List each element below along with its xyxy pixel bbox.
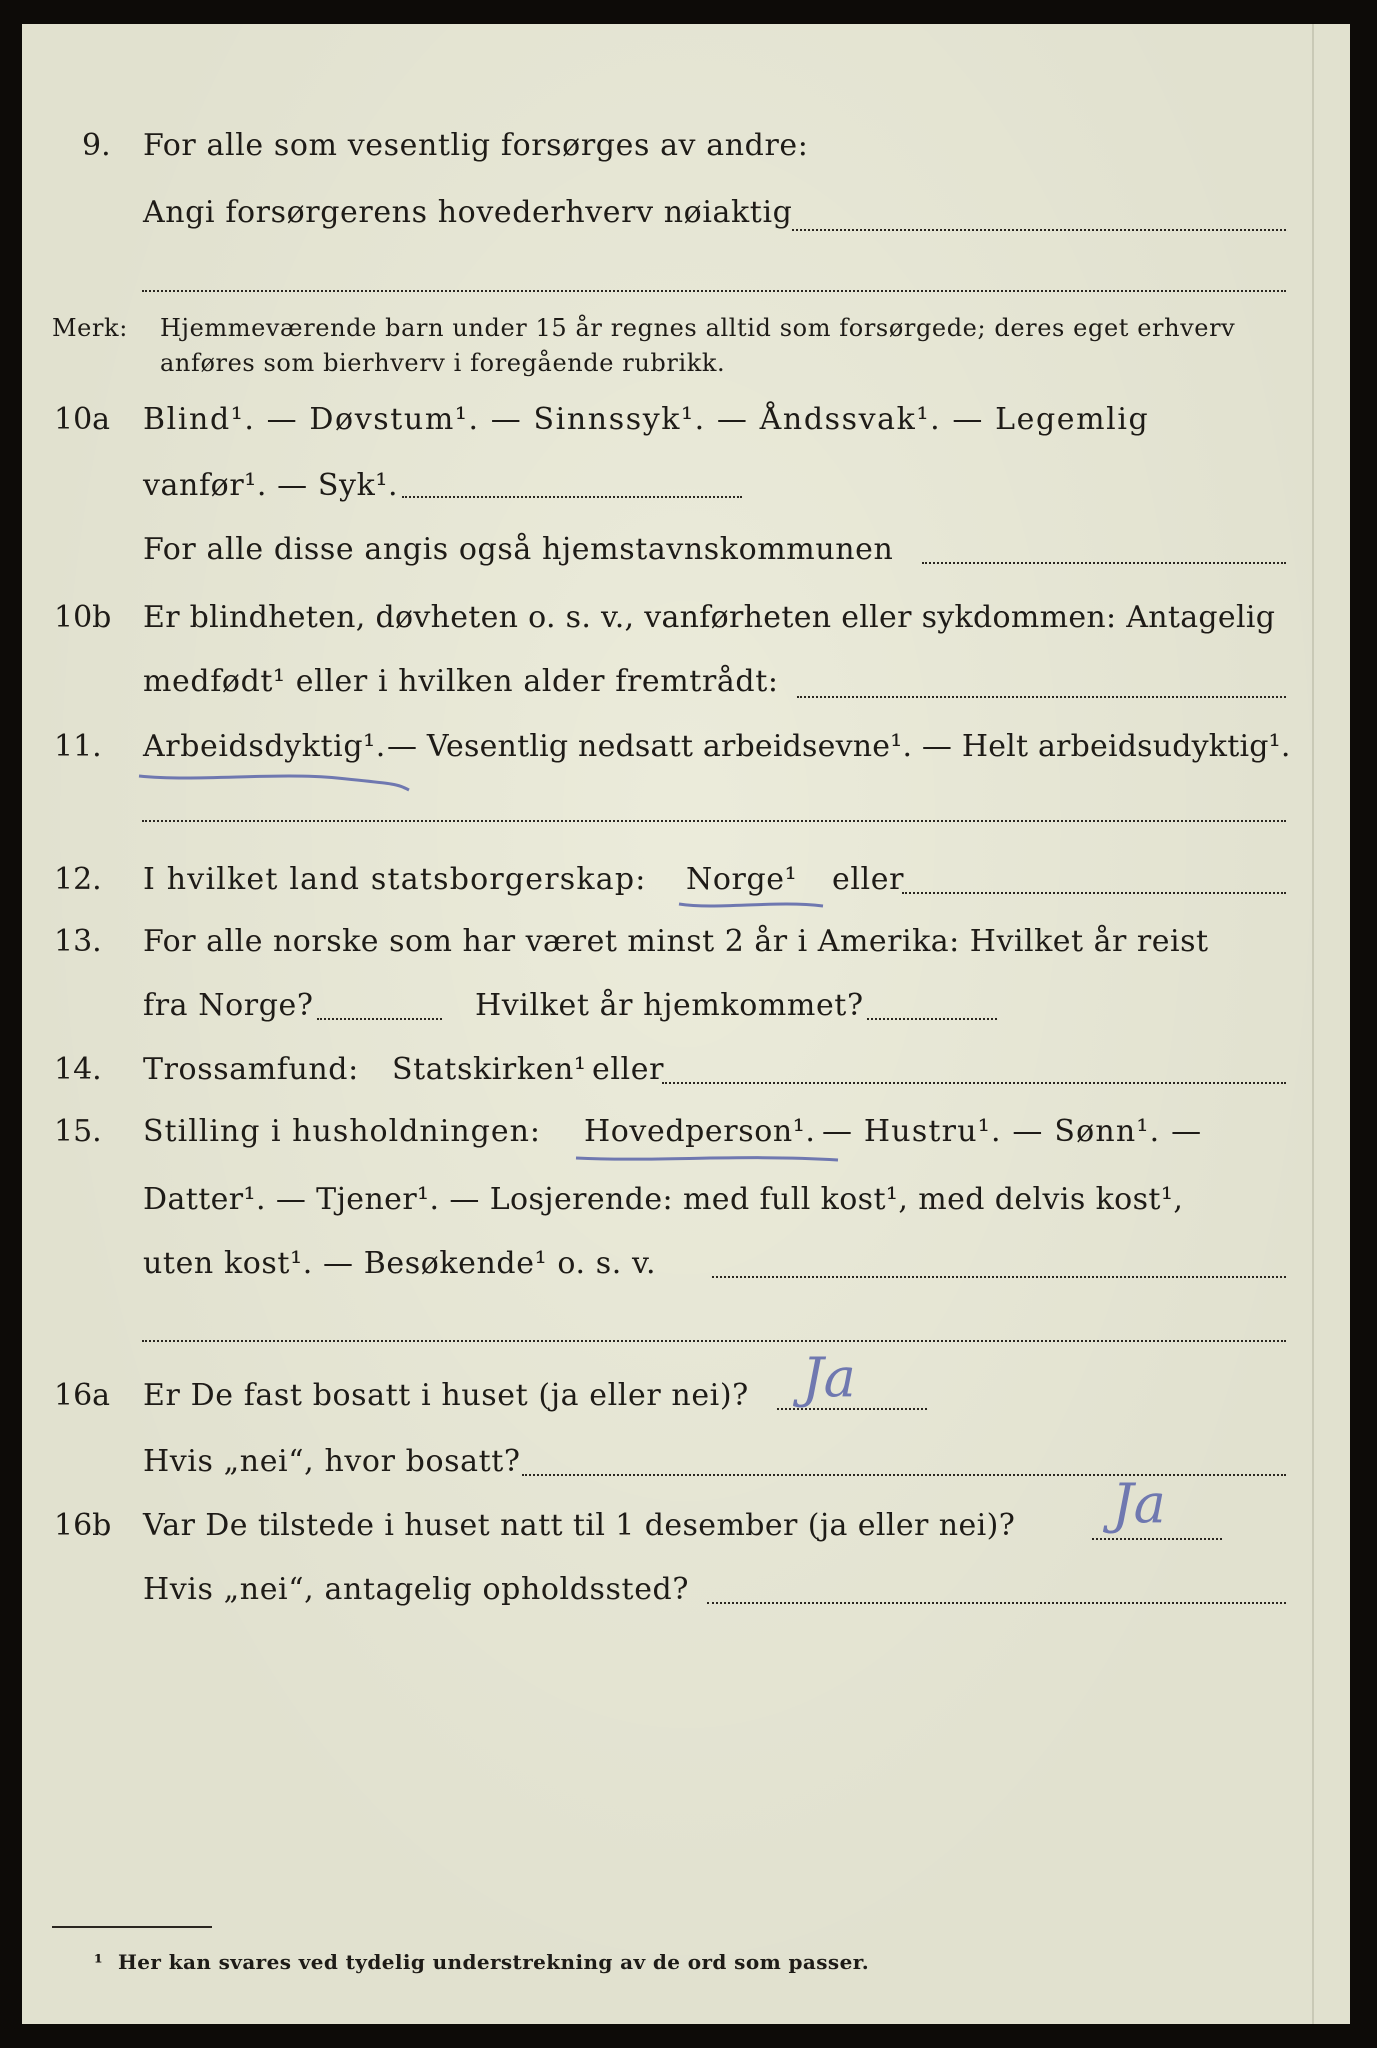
q16b-opholdssted-line <box>707 1602 1286 1604</box>
merk-label: Merk: <box>52 314 128 342</box>
q11-number: 11. <box>54 729 102 764</box>
q9-answer-line <box>792 229 1286 231</box>
q10a-line3: For alle disse angis også hjemstavnskommunen <box>143 532 894 567</box>
q14-answer-line <box>662 1082 1286 1084</box>
q15-line1a: Stilling i husholdningen: <box>143 1114 542 1149</box>
q13-line2a: fra Norge? <box>143 988 314 1023</box>
q15-number: 15. <box>54 1114 102 1149</box>
q10a-number: 10a <box>54 402 111 437</box>
q15-handwritten-underline <box>574 1148 844 1172</box>
q12-text-before: I hvilket land statsborgerskap: <box>143 862 647 897</box>
q13-reist-line <box>317 1018 442 1020</box>
q9-line1: For alle som vesentlig forsørges av andre: <box>143 128 809 163</box>
q15-option-hovedperson: Hovedperson¹. <box>584 1114 816 1149</box>
q13-line1: For alle norske som har været minst 2 år i Amerika: Hvilket år reist <box>143 924 1209 959</box>
q9-number: 9. <box>82 128 111 163</box>
q16b-line2: Hvis „nei“, antagelig opholdssted? <box>143 1572 690 1607</box>
q12-text-after: eller <box>832 862 905 897</box>
q15-answer-line-2 <box>142 1340 1286 1342</box>
q16a-line1: Er De fast bosatt i huset (ja eller nei)? <box>143 1378 749 1413</box>
fold-line <box>1312 24 1314 2024</box>
q16b-handwritten-answer: Ja <box>1112 1472 1166 1535</box>
q10a-syk-line <box>402 496 742 498</box>
q12-answer-line <box>902 892 1286 894</box>
q14-text-after: eller <box>592 1052 665 1087</box>
q14-number: 14. <box>54 1052 102 1087</box>
q11-handwritten-underline <box>137 764 417 794</box>
q16a-answer-line <box>777 1408 927 1410</box>
q15-line1b: — Hustru¹. — Sønn¹. — <box>822 1114 1203 1149</box>
footnote-mark: ¹ <box>94 1950 104 1974</box>
q12-option-norge: Norge¹ <box>686 862 798 897</box>
merk-line2: anføres som bierhverv i foregående rubrikk. <box>160 349 726 377</box>
q10b-answer-line <box>797 696 1286 698</box>
q10a-line1: Blind¹. — Døvstum¹. — Sinnssyk¹. — Åndssvak¹. — Legemlig <box>143 402 1150 437</box>
q16a-handwritten-answer: Ja <box>802 1346 856 1409</box>
q16b-number: 16b <box>54 1508 112 1543</box>
q10a-line2: vanfør¹. — Syk¹. <box>143 468 399 503</box>
q14-text-before: Trossamfund: <box>143 1052 359 1087</box>
q11-option-arbeidsdyktig: Arbeidsdyktig¹. <box>143 729 386 764</box>
q10a-kommune-line <box>922 562 1286 564</box>
q13-line2b: Hvilket år hjemkommet? <box>475 988 864 1023</box>
census-form-sheet <box>22 24 1350 2024</box>
footnote-rule <box>52 1926 212 1928</box>
q15-line2: Datter¹. — Tjener¹. — Losjerende: med full kost¹, med delvis kost¹, <box>143 1182 1184 1217</box>
q11-answer-line <box>142 820 1286 822</box>
q13-hjemkommet-line <box>867 1018 997 1020</box>
q10b-number: 10b <box>54 600 112 635</box>
merk-line1: Hjemmeværende barn under 15 år regnes alltid som forsørgede; deres eget erhverv <box>160 314 1236 342</box>
q16b-answer-line <box>1092 1538 1222 1540</box>
q12-number: 12. <box>54 862 102 897</box>
q16a-bosatt-line <box>522 1474 1286 1476</box>
q12-handwritten-underline <box>677 896 827 916</box>
q9-answer-line-2 <box>142 290 1286 292</box>
q10b-line1: Er blindheten, døvheten o. s. v., vanførheten eller sykdommen: Antagelig <box>143 600 1276 635</box>
q14-option-statskirken: Statskirken¹ <box>392 1052 587 1087</box>
q9-line2: Angi forsørgerens hovederhverv nøiaktig <box>143 195 793 230</box>
q15-line3: uten kost¹. — Besøkende¹ o. s. v. <box>143 1246 657 1281</box>
q16a-number: 16a <box>54 1378 111 1413</box>
q10b-line2: medfødt¹ eller i hvilken alder fremtrådt: <box>143 664 779 699</box>
q16b-line1: Var De tilstede i huset natt til 1 desember (ja eller nei)? <box>143 1508 1016 1543</box>
q16a-line2: Hvis „nei“, hvor bosatt? <box>143 1444 521 1479</box>
q11-rest: — Vesentlig nedsatt arbeidsevne¹. — Helt arbeidsudyktig¹. <box>387 729 1291 764</box>
q15-answer-line <box>712 1276 1286 1278</box>
footnote-text: Her kan svares ved tydelig understrekning av de ord som passer. <box>118 1950 870 1974</box>
q13-number: 13. <box>54 924 102 959</box>
